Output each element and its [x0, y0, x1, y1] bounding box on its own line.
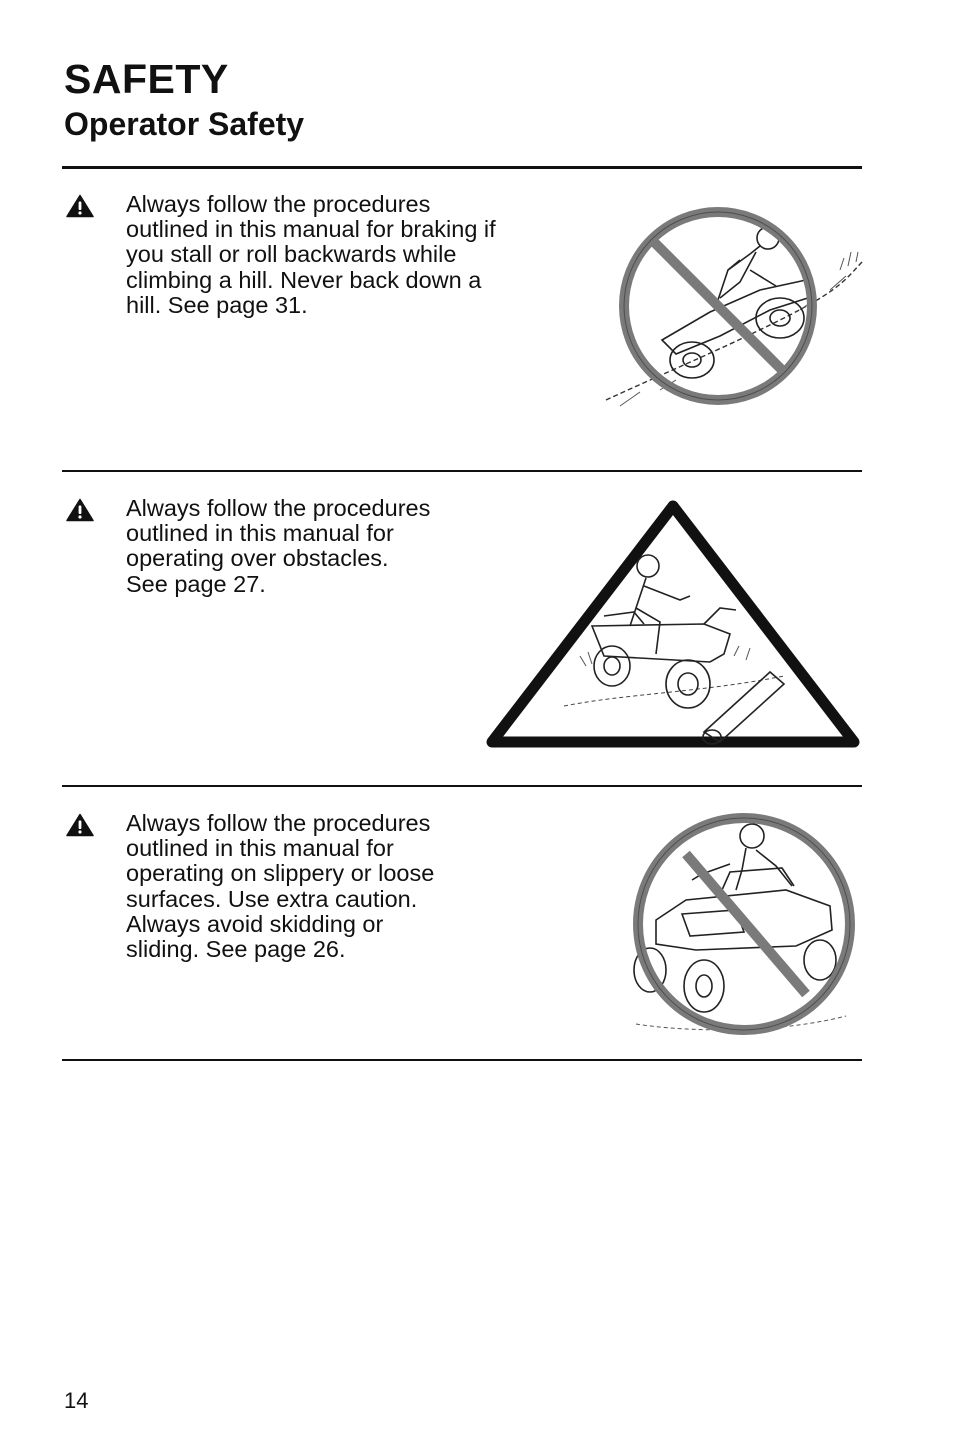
warning-triangle-icon — [66, 194, 94, 218]
header-divider — [62, 166, 862, 169]
warning-triangle-icon — [66, 498, 94, 522]
page-number: 14 — [64, 1388, 89, 1413]
warning-text-obstacles: Always follow the procedures outlined in this manual for operating over obstacles. See page 27. — [126, 495, 431, 597]
warning-text-braking: Always follow the procedures outlined in this manual for braking if you stall or roll backwards while climbing a hill. Never back down a hill. See page 31. — [126, 191, 496, 318]
illustration-caution-obstacle — [484, 496, 862, 752]
warning-triangle-icon — [66, 813, 94, 837]
section-subtitle: Operator Safety — [64, 106, 305, 142]
item-divider-3 — [62, 1059, 862, 1061]
illustration-prohibited-skidding — [626, 810, 862, 1042]
warning-text-slippery: Always follow the procedures outlined in this manual for operating on slippery or loose surfaces. Use extra caution. Always avoid skidding or sliding. See page 26. — [126, 810, 435, 963]
illustration-prohibited-hill — [600, 200, 866, 414]
item-divider-2 — [62, 785, 862, 787]
page-title: SAFETY — [64, 56, 229, 102]
item-divider-1 — [62, 470, 862, 472]
